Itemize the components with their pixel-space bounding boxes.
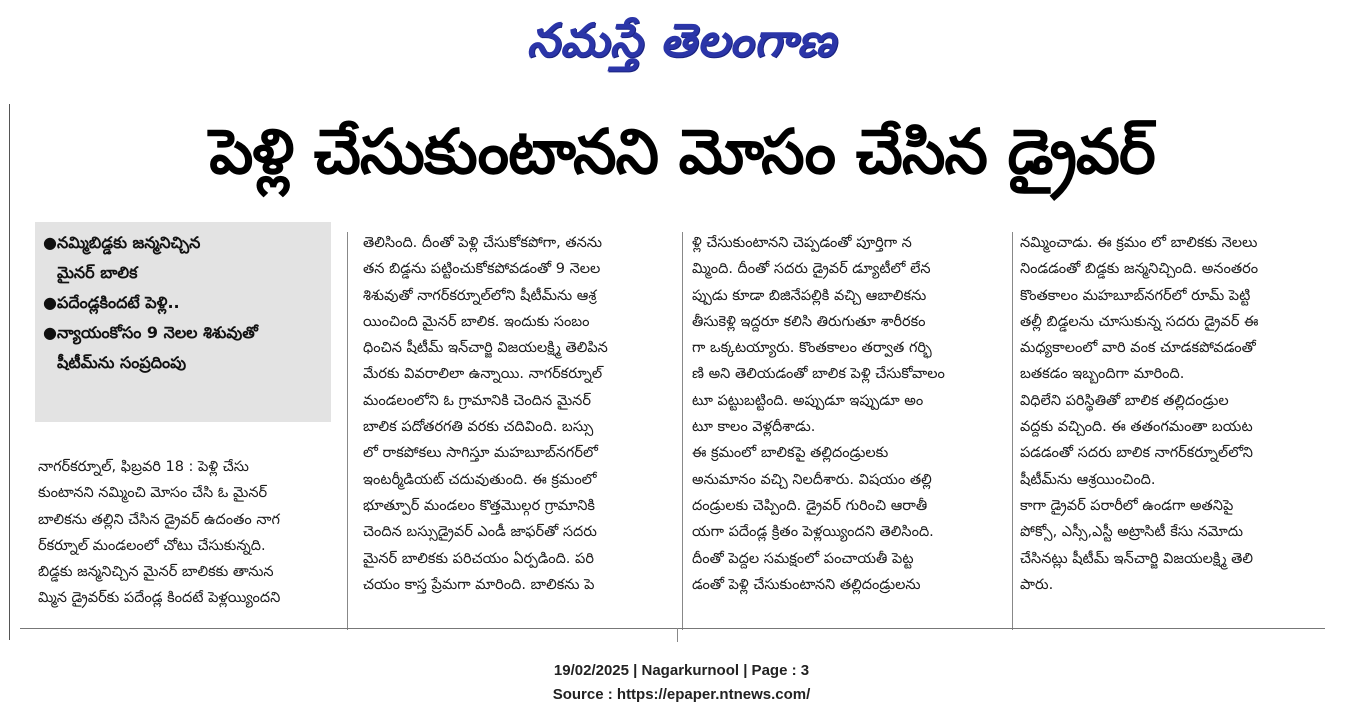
bullet-icon: ● [43,323,57,342]
article-text-line: మ్మిన డ్రైవర్‌కు పదేండ్ల కిందటే పెళ్లయ్యిందని [38,590,281,607]
article-column-3 [692,230,1004,598]
article-text-line: పారు. [1020,576,1054,593]
highlight-item [35,228,331,288]
article-text-line: అనుమానం వచ్చి నిలదీశారు. విషయం తల్లి [692,471,932,488]
footer-source-line: Source : https://epaper.ntnews.com/ [552,686,811,703]
highlight-item [35,288,331,318]
article-text-line: బిడ్డకు జన్మనిచ్చిన మైనర్ బాలికకు తానున [38,564,274,581]
article-headline: పెళ్లి చేసుకుంటానని మోసం చేసిన డ్రైవర్ [209,115,1155,188]
article-text-line: చేసినట్లు షీటీమ్ ఇన్‌చార్జి విజయలక్ష్మి తెలి [1020,550,1254,567]
article-text-line: చయం కాస్త ప్రేమగా మారింది. బాలికను పె [363,576,595,593]
article-column-2 [363,230,673,598]
column-divider [682,232,683,630]
article-column-4 [1020,230,1325,598]
article-text-line: ళ్లి చేసుకుంటానని చెప్పడంతో పూర్తిగా న [692,235,912,251]
bullet-icon: ● [43,293,57,312]
highlight-line: నమ్మిబిడ్డకు జన్మనిచ్చిన [57,233,201,252]
article-text-line: యించింది మైనర్ బాలిక. ఇందుకు సంబం [363,313,590,330]
article-text-line: తీసుకెళ్లి ఇద్దరూ కలిసి తిరుగుతూ శారీరకం [692,313,926,330]
article-text-line: ప్పుడు కూడా బిజినేపల్లికి వచ్చి ఆబాలికను [692,287,927,304]
article-text-line: కొంతకాలం మహబూబ్‌నగర్‌లో రూమ్ పెట్టి [1020,287,1251,304]
article-text-line: బతకడం ఇబ్బందిగా మారింది. [1020,366,1185,383]
article-text-line: మండలంలోని ఓ గ్రామానికి చెందిన మైనర్ [363,392,591,409]
highlight-box [35,222,331,422]
frame-left-border [9,104,10,640]
highlight-line: షీటీమ్‌ను సంప్రదింపు [57,353,187,372]
article-text-line: ధించిన షీటీమ్ ఇన్‌చార్జి విజయలక్ష్మి తెలిపిన [363,340,608,357]
article-text-line: తల్లీ బిడ్డలను చూసుకున్న సదరు డ్రైవర్ ఈ [1020,313,1259,330]
article-text-line: ఈ క్రమంలో బాలికపై తల్లిదండ్రులకు [692,445,889,462]
article-text-line: డంతో పెళ్లి చేసుకుంటానని తల్లిదండ్రులను [692,576,921,593]
article-text-line: వద్దకు వచ్చింది. ఈ తతంగమంతా బయట [1020,419,1253,436]
column-divider [347,232,348,630]
article-text-line: మేరకు వివరాలిలా ఉన్నాయి. నాగర్‌కర్నూల్ [363,366,603,383]
article-text-line: దీంతో పెద్దల సమక్షంలో పంచాయతీ పెట్ట [692,550,914,567]
article-text-line: తన బిడ్డను పట్టించుకోకపోవడంతో 9 నెలల [363,261,601,278]
article-text-line: టూ కాలం వెళ్లదీశాడు. [692,419,816,436]
article-text-line: మైనర్ బాలికకు పరిచయం ఏర్పడింది. పరి [363,550,594,567]
article-text-line: యగా పదేండ్ల క్రితం పెళ్లయ్యిందని తెలిసింది. [692,524,934,541]
article-text-line: ఇంటర్మీడియట్ చదువుతుంది. ఈ క్రమంలో [363,471,597,488]
bottom-tick [677,628,678,642]
highlight-line: న్యాయంకోసం 9 నెలల శిశువుతో [57,323,258,342]
article-text-line: బాలికను తల్లిని చేసిన డ్రైవర్ ఉదంతం నాగ [38,511,280,528]
article-text-line: మధ్యకాలంలో వారి వంక చూడకపోవడంతో [1020,340,1256,357]
article-text-line: తెలిసింది. దీంతో పెళ్లి చేసుకోకపోగా, తనను [363,235,602,251]
article-text-line: విధిలేని పరిస్థితితో బాలిక తల్లిదండ్రుల [1020,392,1229,409]
article-text-line: పడడంతో సదరు బాలిక నాగర్‌కర్నూల్‌లోని [1020,445,1253,462]
article-text-line: నిండడంతో బిడ్డకు జన్మనిచ్చింది. అనంతరం [1020,261,1259,278]
highlight-line: మైనర్ బాలిక [57,263,138,282]
column-divider [1012,232,1013,630]
article-text-line: ర్‌కర్నూల్ మండలంలో చోటు చేసుకున్నది. [38,537,266,554]
article-text-line: నాగర్‌కర్నూల్, ఫిబ్రవరి 18 : పెళ్లి చేసు [38,459,249,475]
article-text-line: షీటీమ్‌ను ఆశ్రయించింది. [1020,471,1156,488]
bottom-rule [20,628,1325,629]
article-text-line: బాలిక పదోతరగతి వరకు చదివింది. బస్సు [363,419,594,436]
article-text-line: గా ఒక్కటయ్యారు. కొంతకాలం తర్వాత గర్భి [692,340,932,357]
article-text-line: దండ్రులకు చెప్పింది. డ్రైవర్ గురించి ఆరాతీ [692,497,928,514]
article-text-line: లో రాకపోకలు సాగిస్తూ మహబూబ్‌నగర్‌లో [363,445,598,462]
article-text-line: పోక్సో, ఎస్సీ,ఎస్టీ అట్రాసిటీ కేసు నమోదు [1020,524,1244,541]
highlight-line: పదేండ్లకిందటే పెళ్లి.. [57,293,180,312]
article-text-line: భూత్పూర్ మండలం కొత్తమొల్గర గ్రామానికి [363,497,595,514]
article-text-line: చెందిన బస్సుడ్రైవర్ ఎండీ జాఫర్‌తో సదరు [363,524,597,541]
article-text-line: కాగా డ్రైవర్ పరారీలో ఉండగా అతనిపై [1020,497,1234,514]
highlight-item [35,318,331,378]
article-text-line: శిశువుతో నాగర్‌కర్నూల్‌లోని షీటీమ్‌ను ఆశ్ర [363,287,597,304]
article-text-line: టూ పట్టుబట్టింది. అప్పుడూ ఇప్పుడూ అం [692,392,924,409]
article-text-line: ణి అని తెలియడంతో బాలిక పెళ్లి చేసుకోవాలం [692,366,945,383]
masthead-logo: నమస్తే తెలంగాణ [526,13,837,67]
footer-date-line: 19/02/2025 | Nagarkurnool | Page : 3 [553,662,810,679]
bullet-icon: ● [43,233,57,252]
article-text-line: నమ్మించాడు. ఈ క్రమం లో బాలికకు నెలలు [1020,235,1258,251]
article-column-1 [38,454,336,612]
article-text-line: కుంటానని నమ్మించి మోసం చేసి ఓ మైనర్ [38,485,268,502]
article-text-line: మ్మింది. దీంతో సదరు డ్రైవర్ డ్యూటీలో లేన [692,261,931,278]
